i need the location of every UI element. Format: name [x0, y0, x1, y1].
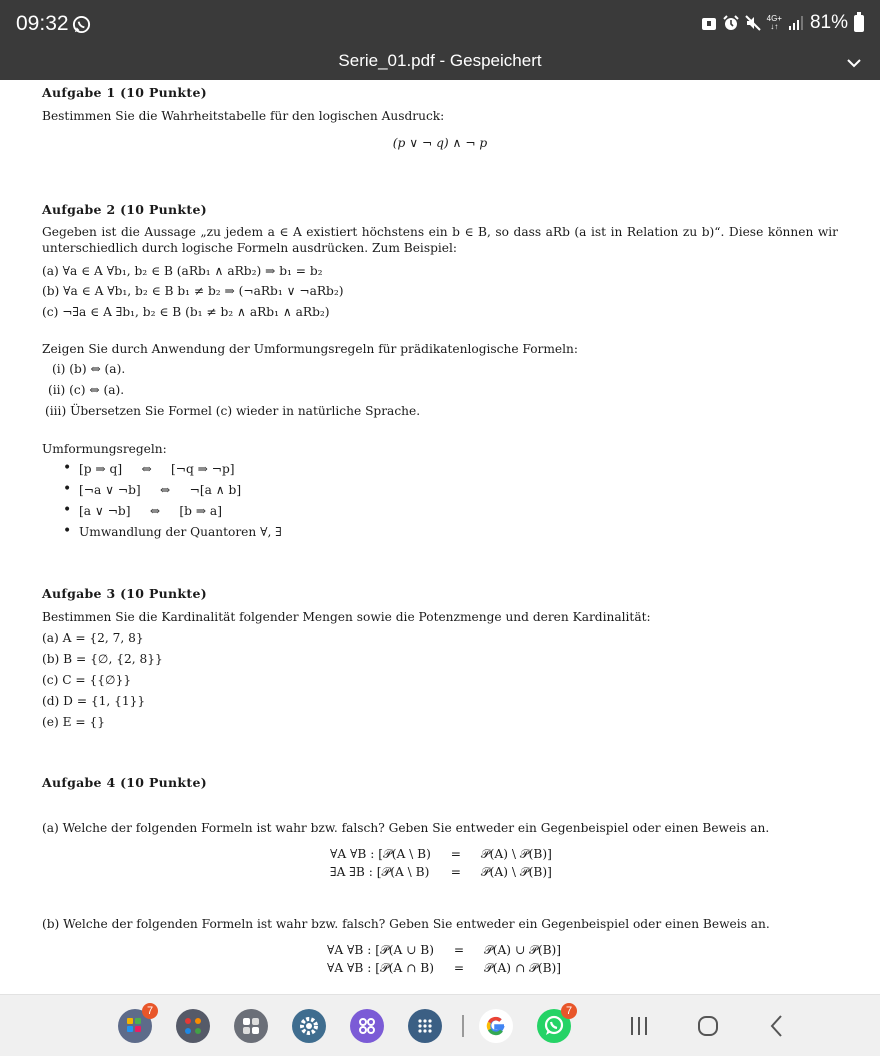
- task-2-subtask-iii: (iii) Übersetzen Sie Formel (c) wieder in natürliche Sprache.: [45, 404, 421, 418]
- settings-icon[interactable]: [292, 1009, 326, 1043]
- dock-separator: [462, 1015, 464, 1037]
- task-2-formula-a: (a) ∀a ∈ A ∀b₁, b₂ ∈ B (aRb₁ ∧ aRb₂) ⇒ b₁ = b₂: [42, 264, 323, 278]
- rule-2: • [¬a ∨ ¬b] ⇔ ¬[a ∧ b]: [79, 482, 241, 498]
- task-4a-row-2-eq: =: [450, 865, 461, 879]
- pdf-page[interactable]: [0, 80, 880, 994]
- task-4b-row-2-rhs: 𝒫(A) ∩ 𝒫(B)]: [483, 961, 562, 975]
- task-4b-row-1-eq: =: [453, 943, 465, 957]
- apps-folder-2-icon[interactable]: [176, 1009, 210, 1043]
- back-icon[interactable]: [764, 1012, 792, 1040]
- task-2-subtask-i: (i) (b) ⇔ (a).: [52, 362, 126, 376]
- task-2-formula-c: (c) ¬∃a ∈ A ∃b₁, b₂ ∈ B (b₁ ≠ b₂ ∧ aRb₁ ∧ aRb₂): [42, 305, 330, 319]
- galaxy-store-icon[interactable]: [350, 1009, 384, 1043]
- task-4a-row-1-lhs: ∀A ∀B : [𝒫(A \ B): [330, 847, 431, 861]
- battery-percent: 81%: [809, 12, 848, 33]
- notification-badge: 7: [142, 1003, 158, 1019]
- task-4b-row-1-rhs: 𝒫(A) ∪ 𝒫(B)]: [483, 943, 562, 957]
- set-d: (d) D = {1, {1}}: [42, 694, 146, 708]
- task-3-text: Bestimmen Sie die Kardinalität folgender Mengen sowie die Potenzmenge und deren Kardinalität:: [42, 610, 651, 624]
- title-bar: [0, 50, 880, 80]
- task-4a-row-1-eq: =: [450, 847, 461, 861]
- task-4-heading: Aufgabe 4 (10 Punkte): [42, 775, 207, 790]
- task-2-formula-b: (b) ∀a ∈ A ∀b₁, b₂ ∈ B b₁ ≠ b₂ ⇒ (¬aRb₁ ∨ ¬aRb₂): [42, 284, 344, 298]
- whatsapp-icon: [72, 15, 91, 38]
- document-title: Serie_01.pdf - Gespeichert: [338, 51, 542, 70]
- task-4b-row-2-eq: =: [453, 961, 465, 975]
- task-2-subtask-ii: (ii) (c) ⇔ (a).: [48, 383, 125, 397]
- notification-badge: 7: [561, 1003, 577, 1019]
- set-c: (c) C = {{∅}}: [42, 673, 132, 687]
- task-4b-equations: [327, 942, 561, 976]
- status-bar: [0, 0, 880, 50]
- network-type: 4G+: [766, 14, 782, 23]
- recent-apps-icon[interactable]: [625, 1012, 653, 1040]
- task-4a-equations: [330, 846, 552, 880]
- rules-label: Umformungsregeln:: [42, 442, 167, 456]
- task-4a-row-1-rhs: 𝒫(A) \ 𝒫(B)]: [480, 847, 552, 861]
- network-icon: 4G+ ↓↑: [766, 14, 782, 31]
- mute-icon: [745, 15, 761, 31]
- signal-icon: [788, 15, 804, 31]
- task-4a-row-2-rhs: 𝒫(A) \ 𝒫(B)]: [480, 865, 552, 879]
- chevron-down-icon[interactable]: [846, 55, 862, 71]
- task-1-formula: (p ∨ ¬ q) ∧ ¬ p: [392, 136, 488, 150]
- task-1-text: Bestimmen Sie die Wahrheitstabelle für den logischen Ausdruck:: [42, 109, 445, 123]
- set-b: (b) B = {∅, {2, 8}}: [42, 652, 163, 666]
- app-drawer-icon[interactable]: [408, 1009, 442, 1043]
- rule-4: • Umwandlung der Quantoren ∀, ∃: [79, 524, 282, 540]
- rule-3: • [a ∨ ¬b] ⇔ [b ⇒ a]: [79, 503, 222, 519]
- clock: 09:32: [16, 12, 69, 35]
- task-4b-text: (b) Welche der folgenden Formeln ist wahr bzw. falsch? Geben Sie entweder ein Gegenbeispiel oder einen Beweis an.: [42, 917, 770, 931]
- home-icon[interactable]: [694, 1012, 722, 1040]
- whatsapp-app-icon[interactable]: [537, 1005, 573, 1043]
- set-e: (e) E = {}: [42, 715, 105, 729]
- task-4b-row-1-lhs: ∀A ∀B : [𝒫(A ∪ B): [327, 943, 434, 957]
- secure-folder-icon: [701, 15, 717, 31]
- task-4a-row-2-lhs: ∃A ∃B : [𝒫(A \ B): [330, 865, 430, 879]
- task-3-heading: Aufgabe 3 (10 Punkte): [42, 586, 207, 601]
- apps-folder-3-icon[interactable]: [234, 1009, 268, 1043]
- navigation-dock: [0, 994, 880, 1056]
- task-2-instruction: Zeigen Sie durch Anwendung der Umformungsregeln für prädikatenlogische Formeln:: [42, 342, 578, 356]
- task-4a-text: (a) Welche der folgenden Formeln ist wahr bzw. falsch? Geben Sie entweder ein Gegenbeispiel oder einen Beweis an.: [42, 821, 770, 835]
- alarm-icon: [723, 15, 739, 31]
- task-4b-row-2-lhs: ∀A ∀B : [𝒫(A ∩ B): [327, 961, 434, 975]
- task-2-intro: Gegeben ist die Aussage „zu jedem a ∈ A existiert höchstens ein b ∈ B, so dass aRb (a ist in Relation zu b)“. Diese können wir unterschiedlich durch logische Formeln ausdrücken. Zum Beispiel:: [42, 225, 838, 255]
- google-icon[interactable]: [479, 1009, 513, 1043]
- battery-icon: [854, 15, 864, 32]
- apps-folder-1-icon[interactable]: [118, 1005, 154, 1043]
- rule-1: • [p ⇒ q] ⇔ [¬q ⇒ ¬p]: [79, 461, 235, 477]
- set-a: (a) A = {2, 7, 8}: [42, 631, 144, 645]
- task-1-heading: Aufgabe 1 (10 Punkte): [42, 85, 207, 100]
- task-2-heading: Aufgabe 2 (10 Punkte): [42, 202, 207, 217]
